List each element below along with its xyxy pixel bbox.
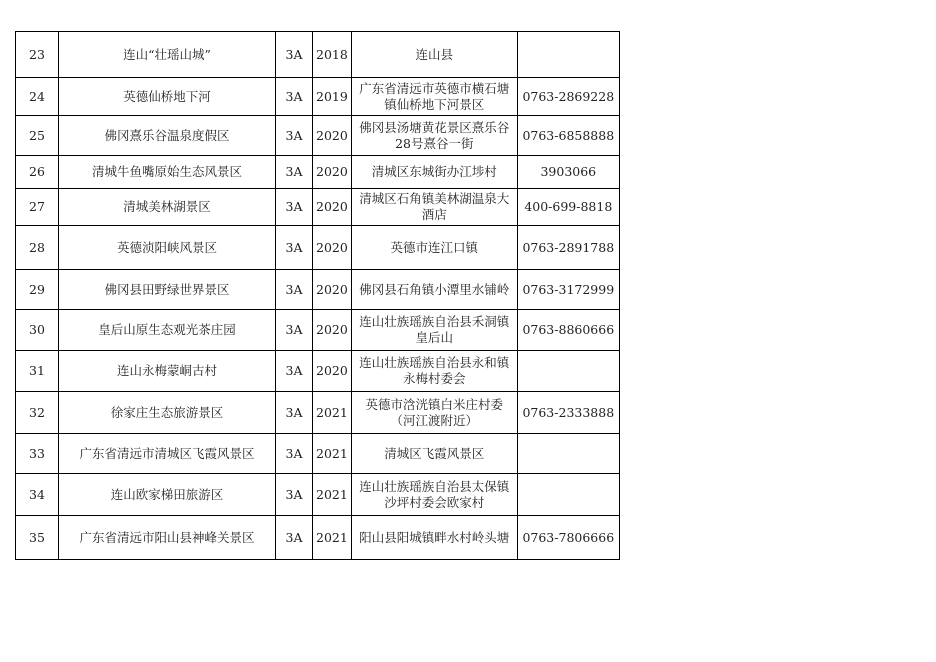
cell-grade[interactable]: 3A (276, 392, 313, 434)
cell-name[interactable]: 英德仙桥地下河 (59, 78, 276, 116)
cell-year[interactable]: 2020 (313, 310, 352, 351)
cell-phone[interactable]: 0763-6858888 (517, 116, 619, 156)
cell-grade[interactable]: 3A (276, 434, 313, 474)
cell-phone[interactable]: 0763-3172999 (517, 270, 619, 310)
cell-phone[interactable] (517, 32, 619, 78)
table-row (16, 226, 620, 270)
cell-year[interactable]: 2021 (313, 434, 352, 474)
table-row (16, 270, 620, 310)
cell-grade[interactable]: 3A (276, 351, 313, 392)
cell-phone[interactable]: 3903066 (517, 156, 619, 189)
table-row (16, 78, 620, 116)
cell-address[interactable]: 广东省清远市英德市横石塘镇仙桥地下河景区 (351, 78, 517, 116)
cell-year[interactable]: 2020 (313, 351, 352, 392)
cell-grade[interactable]: 3A (276, 516, 313, 560)
cell-grade[interactable]: 3A (276, 116, 313, 156)
cell-name[interactable]: 广东省清远市清城区飞霞风景区 (59, 434, 276, 474)
cell-address[interactable]: 连山壮族瑶族自治县永和镇永梅村委会 (351, 351, 517, 392)
cell-no[interactable]: 24 (16, 78, 59, 116)
cell-phone[interactable]: 0763-7806666 (517, 516, 619, 560)
cell-year[interactable]: 2020 (313, 156, 352, 189)
cell-name[interactable]: 连山永梅蒙峒古村 (59, 351, 276, 392)
cell-year[interactable]: 2018 (313, 32, 352, 78)
cell-year[interactable]: 2020 (313, 116, 352, 156)
cell-name[interactable]: 清城美林湖景区 (59, 189, 276, 226)
table-row (16, 392, 620, 434)
cell-address[interactable]: 清城区石角镇美林湖温泉大酒店 (351, 189, 517, 226)
table-row (16, 156, 620, 189)
cell-no[interactable]: 26 (16, 156, 59, 189)
cell-year[interactable]: 2021 (313, 392, 352, 434)
cell-name[interactable]: 佛冈县田野绿世界景区 (59, 270, 276, 310)
cell-no[interactable]: 27 (16, 189, 59, 226)
cell-no[interactable]: 33 (16, 434, 59, 474)
cell-grade[interactable]: 3A (276, 156, 313, 189)
cell-name[interactable]: 皇后山原生态观光茶庄园 (59, 310, 276, 351)
cell-name[interactable]: 徐家庄生态旅游景区 (59, 392, 276, 434)
cell-grade[interactable]: 3A (276, 474, 313, 516)
cell-address[interactable]: 英德市浛洸镇白米庄村委（河江渡附近） (351, 392, 517, 434)
cell-no[interactable]: 34 (16, 474, 59, 516)
cell-name[interactable]: 清城牛鱼嘴原始生态风景区 (59, 156, 276, 189)
cell-no[interactable]: 28 (16, 226, 59, 270)
table-row (16, 116, 620, 156)
cell-no[interactable]: 31 (16, 351, 59, 392)
cell-address[interactable]: 佛冈县汤塘黄花景区熹乐谷28号熹谷一街 (351, 116, 517, 156)
cell-no[interactable]: 32 (16, 392, 59, 434)
cell-phone[interactable]: 0763-2869228 (517, 78, 619, 116)
cell-no[interactable]: 29 (16, 270, 59, 310)
cell-name[interactable]: 佛冈熹乐谷温泉度假区 (59, 116, 276, 156)
cell-year[interactable]: 2020 (313, 226, 352, 270)
cell-phone[interactable] (517, 434, 619, 474)
cell-year[interactable]: 2021 (313, 474, 352, 516)
table-row (16, 351, 620, 392)
cell-grade[interactable]: 3A (276, 270, 313, 310)
table-row (16, 516, 620, 560)
cell-grade[interactable]: 3A (276, 32, 313, 78)
table-row (16, 474, 620, 516)
cell-year[interactable]: 2020 (313, 189, 352, 226)
cell-address[interactable]: 清城区飞霞风景区 (351, 434, 517, 474)
cell-grade[interactable]: 3A (276, 226, 313, 270)
scenic-spot-table (15, 31, 620, 560)
cell-no[interactable]: 30 (16, 310, 59, 351)
cell-phone[interactable] (517, 474, 619, 516)
table-row (16, 434, 620, 474)
cell-no[interactable]: 23 (16, 32, 59, 78)
table-row (16, 32, 620, 78)
cell-name[interactable]: 连山“壮瑶山城” (59, 32, 276, 78)
table-row (16, 189, 620, 226)
cell-address[interactable]: 清城区东城街办江埗村 (351, 156, 517, 189)
cell-no[interactable]: 35 (16, 516, 59, 560)
cell-address[interactable]: 阳山县阳城镇畔水村岭头塘 (351, 516, 517, 560)
cell-year[interactable]: 2021 (313, 516, 352, 560)
cell-no[interactable]: 25 (16, 116, 59, 156)
cell-year[interactable]: 2019 (313, 78, 352, 116)
table-row (16, 310, 620, 351)
cell-grade[interactable]: 3A (276, 78, 313, 116)
cell-phone[interactable]: 400-699-8818 (517, 189, 619, 226)
cell-address[interactable]: 连山壮族瑶族自治县太保镇沙坪村委会欧家村 (351, 474, 517, 516)
cell-phone[interactable]: 0763-8860666 (517, 310, 619, 351)
cell-grade[interactable]: 3A (276, 189, 313, 226)
cell-address[interactable]: 连山县 (351, 32, 517, 78)
cell-name[interactable]: 英德浈阳峡风景区 (59, 226, 276, 270)
cell-grade[interactable]: 3A (276, 310, 313, 351)
cell-phone[interactable] (517, 351, 619, 392)
cell-address[interactable]: 英德市连江口镇 (351, 226, 517, 270)
cell-year[interactable]: 2020 (313, 270, 352, 310)
cell-address[interactable]: 佛冈县石角镇小潭里水铺岭 (351, 270, 517, 310)
cell-address[interactable]: 连山壮族瑶族自治县禾洞镇皇后山 (351, 310, 517, 351)
cell-phone[interactable]: 0763-2333888 (517, 392, 619, 434)
cell-name[interactable]: 连山欧家梯田旅游区 (59, 474, 276, 516)
cell-name[interactable]: 广东省清远市阳山县神峰关景区 (59, 516, 276, 560)
cell-phone[interactable]: 0763-2891788 (517, 226, 619, 270)
